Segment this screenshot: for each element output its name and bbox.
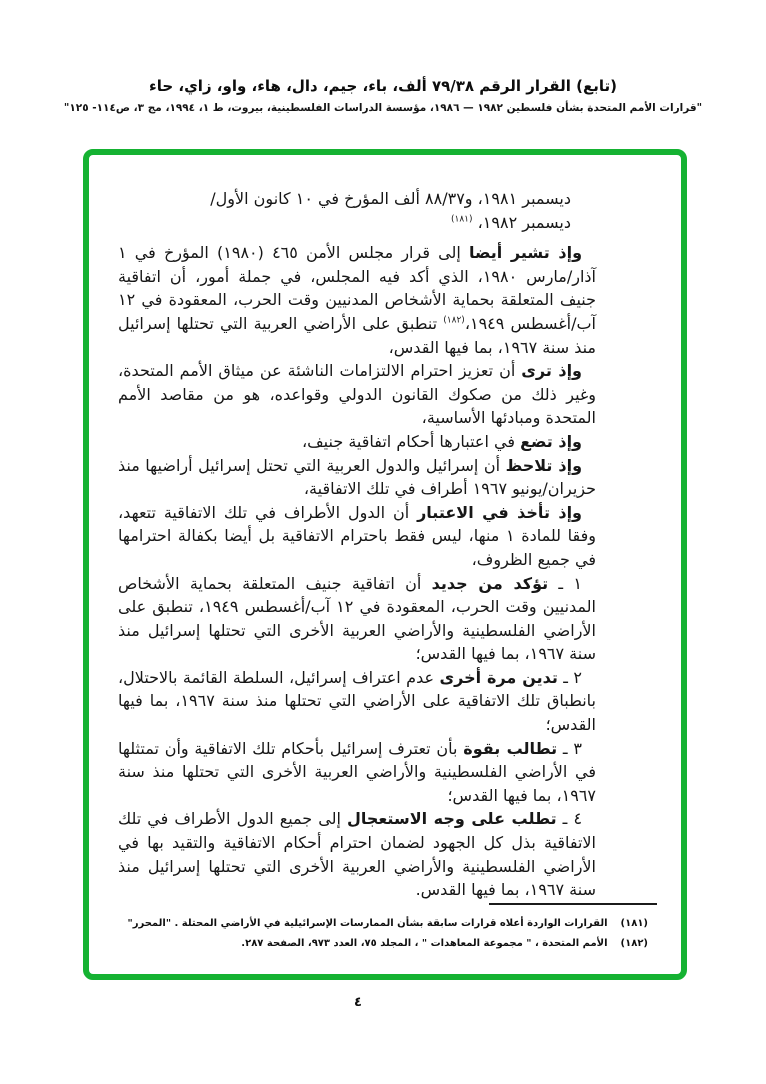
preamble-text-1: إلى قرار مجلس الأمن ٤٦٥ (١٩٨٠) المؤرخ في ١ آذار/مارس ١٩٨٠، الذي أكد فيه المجلس، في جملة أمور، أن اتفاقية جنيف المتعلقة بحماية الأشخاص المدنيين وقت الحرب، المعقودة في ١٢ آب/أغسطس ١٩٤٩، bbox=[118, 243, 597, 333]
operative-text-4: إلى جميع الدول الأطراف في تلك الاتفاقية بذل كل الجهود لضمان احترام أحكام الاتفاقية والتقيد بها في الأراضي الفلسطينية والأراضي العربية الأخرى التي تحتلها إسرائيل منذ سنة ١٩٦٧، بما فيها القدس. bbox=[118, 809, 596, 900]
preamble-lead-1: وإذ تشير أيضا bbox=[469, 243, 583, 263]
operative-text-1: أن اتفاقية جنيف المتعلقة بحماية الأشخاص المدنيين وقت الحرب، المعقودة في ١٢ آب/أغسطس ١٩٤٩، تنطبق على الأراضي الفلسطينية والأراضي العربية الأخرى التي تحتلها إسرائيل منذ سنة ١٩٦٧، بما فيها القدس؛ bbox=[118, 573, 596, 664]
operative-number-4: ٤ ـ bbox=[556, 809, 583, 829]
operative-lead-1: تؤكد من جديد bbox=[431, 573, 549, 593]
footnote-separator bbox=[489, 903, 657, 905]
operative-text-3: بأن تعترف إسرائيل بأحكام تلك الاتفاقية وأن تمتثلها في الأراضي الفلسطينية والأراضي العربية الأخرى التي تحتلها منذ سنة ١٩٦٧، بما فيها القدس؛ bbox=[118, 738, 596, 805]
operative-number-3: ٣ ـ bbox=[557, 738, 582, 758]
page-number: ٤ bbox=[354, 995, 362, 1010]
footnote-182 bbox=[128, 934, 648, 954]
operative-paragraph-4 bbox=[118, 807, 596, 901]
preamble-text-3: في اعتبارها أحكام اتفاقية جنيف، bbox=[301, 431, 521, 451]
preamble-lead-5: وإذ تأخذ في الاعتبار bbox=[417, 502, 582, 522]
footnote-ref-182: (١٨٢) bbox=[443, 315, 465, 326]
operative-lead-2: تدين مرة أخرى bbox=[439, 667, 558, 687]
resolution-body bbox=[118, 187, 596, 902]
preamble-paragraph-5 bbox=[118, 501, 596, 572]
preamble-text-1b: تنطبق على الأراضي العربية التي تحتلها إسرائيل منذ سنة ١٩٦٧، بما فيها القدس، bbox=[118, 313, 596, 357]
footnote-ref-181: (١٨١) bbox=[450, 214, 473, 225]
operative-text-2: عدم اعتراف إسرائيل، السلطة القائمة بالاحتلال، بانطباق تلك الاتفاقية على الأراضي التي تحتلها منذ سنة ١٩٦٧، بما فيها القدس؛ bbox=[118, 667, 597, 735]
preamble-paragraph-1 bbox=[118, 241, 596, 359]
source-citation: "قرارات الأمم المتحدة بشأن فلسطين ١٩٨٢ — ١٩٨٦، مؤسسة الدراسات الفلسطينية، بيروت، ط ١، ١٩٩٤، مج ٣، ص١١٤- ١٢٥" bbox=[63, 102, 703, 114]
preamble-paragraph-4 bbox=[118, 454, 596, 501]
continuation-line-2: ديسمبر ١٩٨٢، bbox=[472, 212, 571, 232]
footnotes bbox=[128, 914, 648, 954]
preamble-paragraph-3 bbox=[118, 430, 596, 454]
preamble-lead-2: وإذ ترى bbox=[521, 361, 582, 381]
operative-lead-4: تطلب على وجه الاستعجال bbox=[346, 809, 557, 829]
continuation-line-1: ديسمبر ١٩٨١، و٨٨/٣٧ ألف المؤرخ في ١٠ كانون الأول/ bbox=[210, 189, 571, 208]
preamble-lead-4: وإذ تلاحظ bbox=[505, 455, 583, 475]
footnote-181-number: (١٨١) bbox=[620, 918, 648, 929]
preamble-paragraph-2 bbox=[118, 359, 596, 430]
preamble-lead-3: وإذ تضع bbox=[520, 431, 582, 451]
footnote-182-number: (١٨٢) bbox=[620, 938, 648, 949]
operative-number-1: ١ ـ bbox=[548, 573, 582, 593]
footnote-181-text: القرارات الواردة أعلاه قرارات سابقة بشأن الممارسات الإسرائيلية في الأراضي المحتلة . "المحرر" bbox=[127, 918, 608, 929]
footnote-182-text: الأمم المتحدة ، " مجموعة المعاهدات " ، المجلد ٧٥، العدد ٩٧٣، الصفحة ٢٨٧. bbox=[241, 938, 608, 949]
preamble-text-2: أن تعزيز احترام الالتزامات الناشئة عن ميثاق الأمم المتحدة، وغير ذلك من صكوك القانون الدولي وقواعده، هو من مقاصد الأمم المتحدة ومبادئها الأساسية، bbox=[118, 361, 596, 428]
operative-lead-3: تطالب بقوة bbox=[463, 738, 558, 758]
paragraph-continuation bbox=[118, 187, 571, 234]
footnote-181 bbox=[128, 914, 648, 934]
operative-paragraph-1 bbox=[118, 572, 596, 666]
preamble-text-4: أن إسرائيل والدول العربية التي تحتل إسرائيل أراضيها منذ حزيران/يونيو ١٩٦٧ أطراف في تلك الاتفاقية، bbox=[118, 455, 596, 499]
operative-paragraph-3 bbox=[118, 737, 596, 808]
operative-paragraph-2 bbox=[118, 666, 596, 737]
document-title: (تابع) القرار الرقم ٧٩/٣٨ ألف، باء، جيم، دال، هاء، واو، زاي، حاء bbox=[149, 77, 617, 95]
preamble-text-5: أن الدول الأطراف في تلك الاتفاقية تتعهد، وفقا للمادة ١ منها، ليس فقط باحترام الاتفاقية بل أيضا بكفالة احترامها في جميع الظروف، bbox=[118, 502, 597, 569]
operative-number-2: ٢ ـ bbox=[557, 667, 583, 687]
